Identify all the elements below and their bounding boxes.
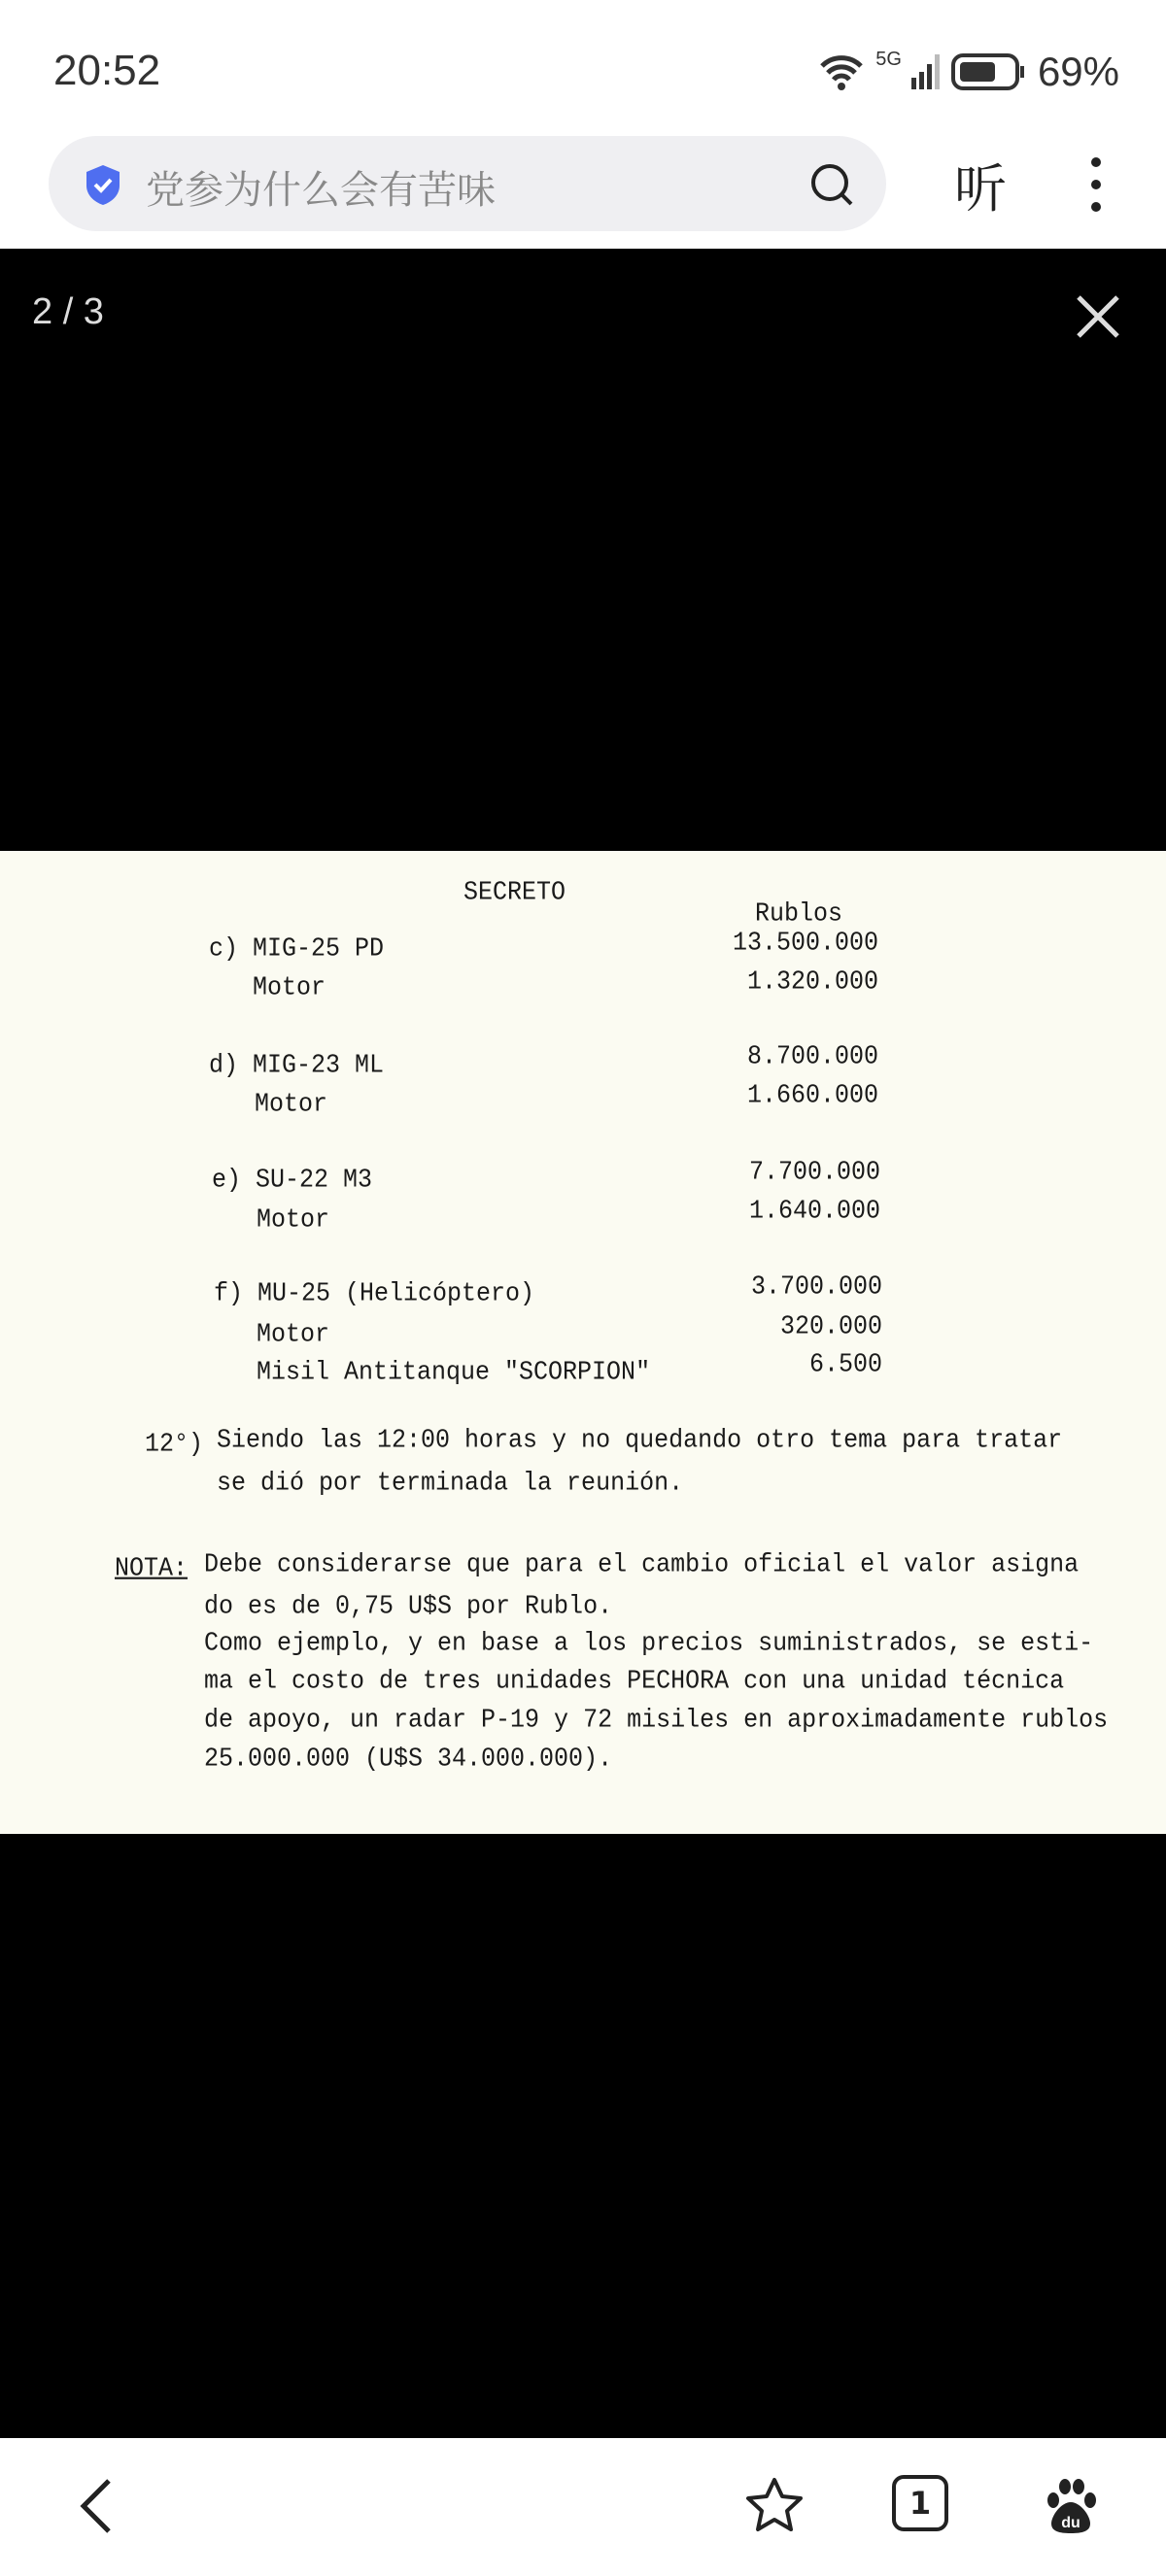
- page-indicator: 2 / 3: [32, 291, 104, 332]
- item-value: 3.700.000: [750, 1271, 882, 1303]
- signal-icon: [911, 52, 941, 91]
- item-value: 13.500.000: [732, 927, 878, 959]
- bottom-nav: [0, 2438, 1166, 2576]
- item-label: Motor: [255, 1088, 328, 1120]
- item-label: d) MIG-23 ML: [209, 1049, 385, 1081]
- search-query[interactable]: 党参为什么会有苦味: [146, 168, 496, 213]
- item-label: Misil Antitanque "SCORPION": [257, 1356, 651, 1388]
- star-icon[interactable]: [743, 2475, 806, 2537]
- tabs-button[interactable]: 1: [892, 2475, 948, 2531]
- baidu-paw-icon[interactable]: [1040, 2475, 1102, 2537]
- item-value: 1.660.000: [746, 1079, 878, 1111]
- item-value: 6.500: [808, 1348, 882, 1380]
- nota-text: Debe considerarse que para el cambio oficial el valor asigna: [204, 1548, 1080, 1580]
- back-icon[interactable]: [68, 2475, 130, 2537]
- item-label: c) MIG-25 PD: [209, 932, 385, 965]
- clock: 20:52: [53, 47, 161, 94]
- nota-text: 25.000.000 (U$S 34.000.000).: [204, 1743, 613, 1775]
- shield-check-icon: [84, 163, 122, 206]
- currency-header: Rublos: [755, 898, 843, 930]
- status-bar: [0, 0, 1166, 136]
- wifi-icon: [817, 52, 866, 91]
- battery-icon: [950, 52, 1028, 91]
- listen-button[interactable]: 听: [954, 158, 1007, 220]
- search-bar[interactable]: [49, 136, 886, 231]
- item-label: Motor: [253, 971, 326, 1003]
- item-label: Motor: [257, 1203, 330, 1236]
- network-type: 5G: [875, 49, 902, 70]
- nota-text: ma el costo de tres unidades PECHORA con una unidad técnica: [204, 1665, 1065, 1697]
- document-image[interactable]: [0, 851, 1166, 1834]
- nota-text: Como ejemplo, y en base a los precios suministrados, se esti-: [204, 1627, 1094, 1659]
- system-icons: [817, 49, 1119, 95]
- more-options-icon[interactable]: [1086, 155, 1106, 214]
- item-label: e) SU-22 M3: [212, 1164, 373, 1196]
- item-label: f) MU-25 (Helicóptero): [214, 1277, 535, 1309]
- item-value: 7.700.000: [748, 1156, 880, 1188]
- nota-label: NOTA:: [115, 1552, 189, 1584]
- nota-text: do es de 0,75 U$S por Rublo.: [204, 1590, 613, 1622]
- doc-header: SECRETO: [463, 876, 566, 908]
- point-number: 12°): [145, 1428, 204, 1460]
- battery-percent: 69%: [1037, 49, 1119, 94]
- item-value: 1.320.000: [746, 966, 878, 998]
- nota-text: de apoyo, un radar P-19 y 72 misiles en aproximadamente rublos: [204, 1704, 1109, 1736]
- point-text: Siendo las 12:00 horas y no quedando otro tema para tratar: [217, 1424, 1063, 1456]
- item-value: 1.640.000: [748, 1195, 880, 1227]
- close-icon[interactable]: [1073, 291, 1123, 342]
- item-value: 320.000: [779, 1310, 882, 1342]
- svg-text:du: du: [1061, 2515, 1080, 2531]
- item-value: 8.700.000: [746, 1040, 878, 1072]
- point-text: se dió por terminada la reunión.: [217, 1467, 684, 1499]
- item-label: Motor: [257, 1318, 330, 1350]
- search-icon[interactable]: [808, 161, 855, 208]
